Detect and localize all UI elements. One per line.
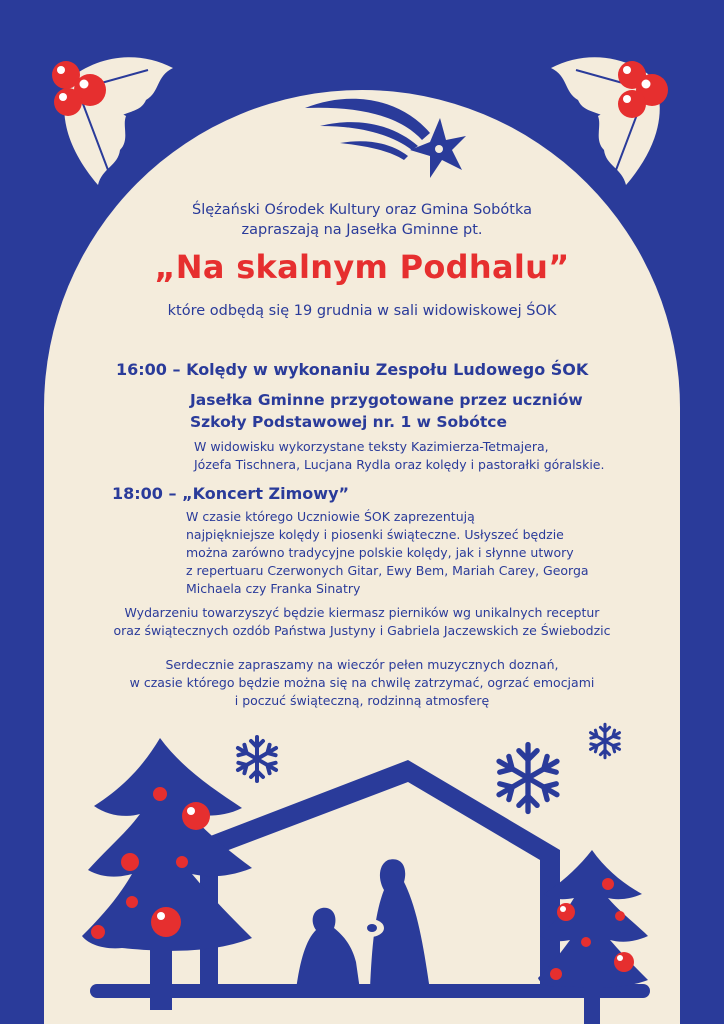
event2-body-line: można zarówno tradycyjne polskie kolędy, jak i słynne utwory: [186, 545, 574, 560]
event1-heading: 16:00 – Kolędy w wykonaniu Zespołu Ludowego ŚOK: [116, 360, 589, 379]
holly-right-icon: [546, 40, 696, 190]
event2-body-line: W czasie którego Uczniowie ŚOK zaprezentują: [186, 509, 475, 524]
closing-line: i poczuć świąteczną, rodzinną atmosferę: [234, 693, 490, 708]
closing-line: w czasie którego będzie można się na chwilę zatrzymać, ogrzać emocjami: [129, 675, 595, 690]
shooting-star-icon: [300, 88, 470, 183]
fair-text: [0, 604, 724, 640]
holly-left-icon: [28, 40, 178, 190]
event-subtitle: które odbędą się 19 grudnia w sali widowiskowej ŚOK: [167, 303, 557, 319]
event-title: „Na skalnym Podhalu”: [154, 248, 570, 286]
event2-body-line: z repertuaru Czerwonych Gitar, Ewy Bem, Mariah Carey, Georga: [186, 563, 589, 578]
event1-subheading-line: Jasełka Gminne przygotowane przez uczniów: [190, 391, 583, 409]
christmas-tree-icon: [82, 738, 252, 1010]
event1-subheading-line: Szkoły Podstawowej nr. 1 w Sobótce: [190, 413, 508, 431]
closing-text: [0, 656, 724, 710]
event1-body-line: Józefa Tischnera, Lucjana Rydla oraz kolędy i pastorałki góralskie.: [194, 457, 605, 472]
event2-body: [186, 508, 589, 598]
fair-line: Wydarzeniu towarzyszyć będzie kiermasz pierników wg unikalnych receptur: [124, 605, 600, 620]
intro-text: [0, 200, 724, 240]
closing-line: Serdecznie zapraszamy na wieczór pełen muzycznych doznań,: [165, 657, 559, 672]
intro-line: zapraszają na Jasełka Gminne pt.: [241, 222, 483, 238]
event1-body-line: W widowisku wykorzystane teksty Kazimierza-Tetmajera,: [194, 439, 549, 454]
christmas-tree-icon: [538, 850, 648, 1024]
event1-body: [194, 438, 604, 474]
event2-body-line: Michaela czy Franka Sinatry: [186, 581, 361, 596]
fair-line: oraz świątecznych ozdób Państwa Justyny i Gabriela Jaczewskich ze Świebodzic: [113, 623, 611, 638]
intro-line: Ślężański Ośrodek Kultury oraz Gmina Sobótka: [192, 202, 532, 218]
event1-subheading: [190, 389, 583, 433]
event2-body-line: najpiękniejsze kolędy i piosenki świąteczne. Usłyszeć będzie: [186, 527, 564, 542]
event2-heading: 18:00 – „Koncert Zimowy”: [112, 484, 350, 503]
